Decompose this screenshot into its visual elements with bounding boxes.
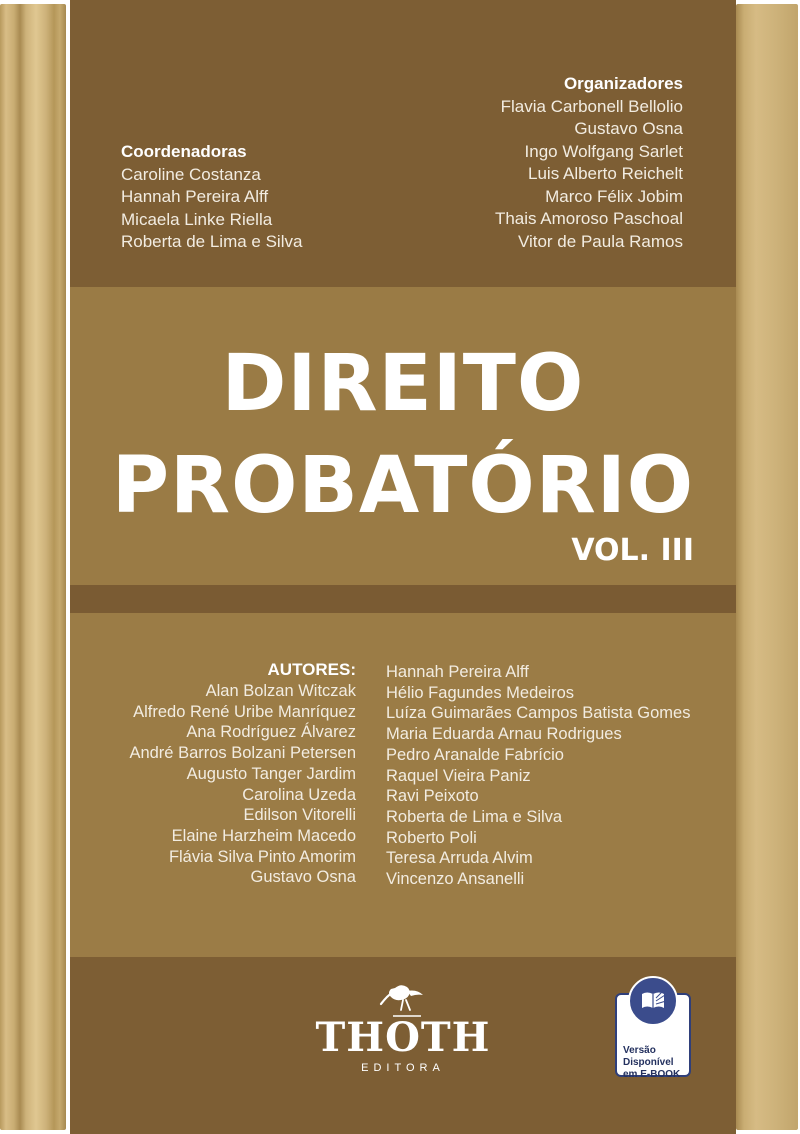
book-cover: [70, 0, 736, 1134]
book-title: [70, 333, 736, 537]
author-name: Alan Bolzan Witczak: [205, 682, 356, 700]
coordinator-name: Hannah Pereira Alff: [121, 187, 269, 206]
coordinator-name: Micaela Linke Riella: [121, 209, 273, 229]
author-name: André Barros Bolzani Petersen: [129, 744, 356, 763]
book-title-line2: PROBATÓRIO: [111, 441, 695, 531]
organizer-name: Vitor de Paula Ramos: [517, 231, 683, 251]
open-book-icon: [628, 976, 678, 1026]
publisher-logo: [315, 982, 491, 1074]
author-name: Hannah Pereira Alff: [386, 663, 529, 681]
organizer-name: Luis Alberto Reichelt: [528, 164, 683, 183]
organizer-name: Marco Félix Jobim: [545, 186, 683, 206]
publisher-subtitle: EDITORA: [361, 1062, 445, 1074]
book-page-edge-right: [736, 4, 798, 1130]
author-name: Raquel Vieira Paniz: [386, 766, 531, 785]
author-name: Ana Rodríguez Álvarez: [186, 723, 356, 742]
coordinators-block: [121, 141, 302, 254]
author-name: Luíza Guimarães Campos Batista Gomes: [386, 704, 691, 723]
author-name: Elaine Harzheim Macedo: [171, 826, 356, 845]
author-name: Edilson Vitorelli: [243, 806, 356, 825]
authors-column-left: [129, 659, 356, 888]
ebook-badge-text: [623, 1045, 687, 1081]
book-spine-left: [0, 4, 66, 1130]
author-name: Carolina Uzeda: [242, 785, 356, 804]
author-name: Teresa Arruda Alvim: [386, 849, 533, 868]
author-name: Hélio Fagundes Medeiros: [386, 683, 575, 702]
authors-heading: AUTORES:: [267, 660, 356, 679]
organizers-heading: Organizadores: [563, 74, 683, 93]
volume-label: VOL. III: [571, 533, 694, 568]
ebook-line1: Versão: [623, 1045, 656, 1056]
coordinator-name: Caroline Costanza: [121, 164, 261, 184]
cover-divider-stripe: [70, 585, 736, 613]
organizer-name: Ingo Wolfgang Sarlet: [524, 141, 683, 161]
author-name: Pedro Aranalde Fabrício: [386, 745, 564, 764]
organizer-name: Flavia Carbonell Bellolio: [500, 96, 683, 116]
author-name: Roberto Poli: [386, 828, 477, 847]
author-name: Augusto Tanger Jardim: [186, 764, 356, 783]
book-title-line1: DIREITO: [221, 339, 585, 429]
ibis-bird-icon: [373, 982, 433, 1018]
publisher-name: THOTH: [315, 1014, 491, 1061]
author-name: Flávia Silva Pinto Amorim: [168, 847, 356, 866]
organizers-block: [495, 73, 683, 253]
author-name: Ravi Peixoto: [386, 787, 479, 806]
author-name: Alfredo René Uribe Manríquez: [133, 702, 356, 721]
organizer-name: Thais Amoroso Paschoal: [494, 209, 683, 228]
author-name: Gustavo Osna: [250, 868, 356, 887]
author-name: Maria Eduarda Arnau Rodrigues: [386, 725, 622, 744]
ebook-badge: [615, 976, 691, 1080]
coordinators-heading: Coordenadoras: [121, 142, 247, 161]
ebook-line3: em E-BOOK: [623, 1069, 681, 1080]
author-name: Vincenzo Ansanelli: [386, 870, 525, 889]
ebook-line2: Disponível: [623, 1057, 674, 1068]
coordinator-name: Roberta de Lima e Silva: [121, 232, 303, 251]
organizer-name: Gustavo Osna: [574, 119, 683, 138]
authors-column-right: [386, 662, 690, 890]
author-name: Roberta de Lima e Silva: [386, 807, 563, 826]
